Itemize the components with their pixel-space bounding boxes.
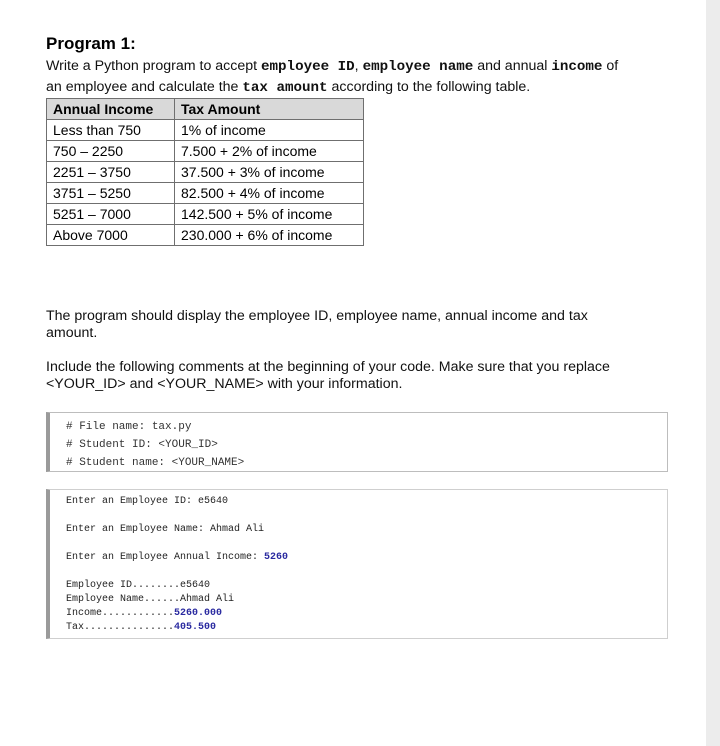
code-comment-line: # File name: tax.py xyxy=(66,421,192,433)
tax-table xyxy=(46,98,364,246)
income-cell: 3751 – 5250 xyxy=(47,183,175,204)
sample-output-block xyxy=(46,489,668,639)
keyword-income: income xyxy=(551,59,603,75)
code-comments-block xyxy=(46,412,668,472)
output-result-income: Income............5260.000 xyxy=(66,608,223,619)
tax-cell: 1% of income xyxy=(175,120,364,141)
table-row xyxy=(47,141,364,162)
table-row xyxy=(47,162,364,183)
income-cell: 750 – 2250 xyxy=(47,141,175,162)
code-comment-line: # Student ID: <YOUR_ID> xyxy=(66,439,218,451)
income-cell: 5251 – 7000 xyxy=(47,204,175,225)
income-cell: Above 7000 xyxy=(47,225,175,246)
document-page xyxy=(46,34,636,246)
tax-cell: 230.000 + 6% of income xyxy=(175,225,364,246)
tax-cell: 142.500 + 5% of income xyxy=(175,204,364,225)
tax-cell: 7.500 + 2% of income xyxy=(175,141,364,162)
code-comment-line: # Student name: <YOUR_NAME> xyxy=(66,457,245,469)
tax-cell: 37.500 + 3% of income xyxy=(175,162,364,183)
comments-instructions: Include the following comments at the beginning of your code. Make sure that you replace <YOUR_ID> and <YOUR_NAME> with your information. xyxy=(46,359,610,392)
program-heading: Program 1: xyxy=(46,34,136,53)
task-description: Write a Python program to accept employee ID, employee name and annual income of an employee and calculate the tax amount according to the following table. xyxy=(46,58,619,96)
output-result-name: Employee Name......Ahmad Ali xyxy=(66,594,235,605)
income-cell: Less than 750 xyxy=(47,120,175,141)
page-edge-strip xyxy=(706,0,720,746)
header-annual-income: Annual Income xyxy=(47,99,175,120)
table-row xyxy=(47,225,364,246)
output-prompt-name: Enter an Employee Name: Ahmad Ali xyxy=(66,524,265,535)
output-result-tax: Tax...............405.500 xyxy=(66,622,217,633)
output-result-id: Employee ID........e5640 xyxy=(66,580,211,591)
table-row xyxy=(47,120,364,141)
keyword-employee-name: employee name xyxy=(362,59,474,75)
tax-cell: 82.500 + 4% of income xyxy=(175,183,364,204)
display-requirements: The program should display the employee ID, employee name, annual income and tax amount. xyxy=(46,308,588,341)
table-row xyxy=(47,183,364,204)
header-tax-amount: Tax Amount xyxy=(175,99,364,120)
output-prompt-income: Enter an Employee Annual Income: 5260 xyxy=(66,552,289,563)
table-header-row xyxy=(47,99,364,120)
income-cell: 2251 – 3750 xyxy=(47,162,175,183)
keyword-employee-id: employee ID xyxy=(261,59,355,75)
output-prompt-id: Enter an Employee ID: e5640 xyxy=(66,496,229,507)
keyword-tax-amount: tax amount xyxy=(242,80,328,96)
table-row xyxy=(47,204,364,225)
